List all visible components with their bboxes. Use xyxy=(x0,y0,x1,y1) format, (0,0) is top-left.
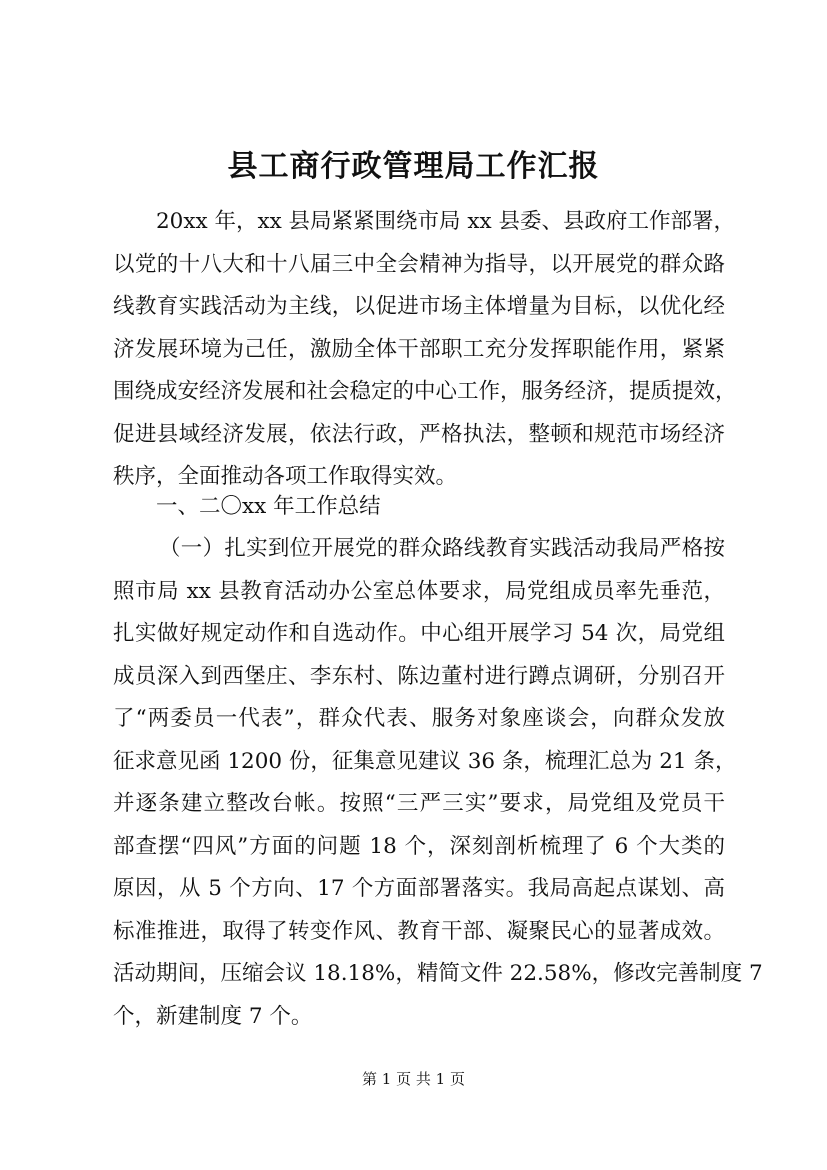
text-line: 秩序，全面推动各项工作取得实效。 xyxy=(113,464,458,489)
text-line: 了“两委员一代表”，群众代表、服务对象座谈会，向群众发放 xyxy=(113,706,725,731)
page-footer: 第 1 页 共 1 页 xyxy=(362,1070,465,1088)
document-title: 县工商行政管理局工作汇报 xyxy=(227,149,600,184)
text-line: 照市局 xx 县教育活动办公室总体要求，局党组成员率先垂范， xyxy=(113,578,725,604)
text-line: 成员深入到西堡庄、李东村、陈边董村进行蹲点调研，分别召开 xyxy=(113,663,725,689)
text-line: 并逐条建立整改台帐。按照“三严三实”要求，局党组及党员干 xyxy=(113,791,725,816)
section-heading: 一、二〇xx 年工作总结 xyxy=(156,494,381,519)
text-line: 以党的十八大和十八届三中全会精神为指导，以开展党的群众路 xyxy=(113,251,725,277)
text-line: 济发展环境为己任，激励全体干部职工充分发挥职能作用，紧紧 xyxy=(113,336,725,362)
text-line: 线教育实践活动为主线，以促进市场主体增量为目标，以优化经 xyxy=(113,294,725,319)
text-line: 原因，从 5 个方向、17 个方面部署落实。我局高起点谋划、高 xyxy=(113,876,725,901)
text-line: 征求意见函 1200 份，征集意见建议 36 条，梳理汇总为 21 条， xyxy=(113,748,737,774)
text-line: （一）扎实到位开展党的群众路线教育实践活动我局严格按 xyxy=(159,536,725,561)
text-line: 20xx 年，xx 县局紧紧围绕市局 xx 县委、县政府工作部署， xyxy=(156,209,735,234)
text-line: 扎实做好规定动作和自选动作。中心组开展学习 54 次，局党组 xyxy=(113,621,725,646)
text-line: 标准推进，取得了转变作风、教育干部、凝聚民心的显著成效。 xyxy=(113,918,725,944)
text-line: 活动期间，压缩会议 18.18%，精简文件 22.58%，修改完善制度 7 xyxy=(113,961,763,986)
paragraph-section-1 xyxy=(113,528,763,1038)
text-line: 个，新建制度 7 个。 xyxy=(113,1003,313,1029)
text-line: 促进县域经济发展，依法行政，严格执法，整顿和规范市场经济 xyxy=(113,421,725,447)
paragraph-intro xyxy=(113,201,737,499)
text-line: 围绕成安经济发展和社会稳定的中心工作，服务经济，提质提效， xyxy=(113,379,737,404)
text-line: 部查摆“四风”方面的问题 18 个，深刻剖析梳理了 6 个大类的 xyxy=(113,833,725,859)
section-heading-block xyxy=(113,486,725,529)
